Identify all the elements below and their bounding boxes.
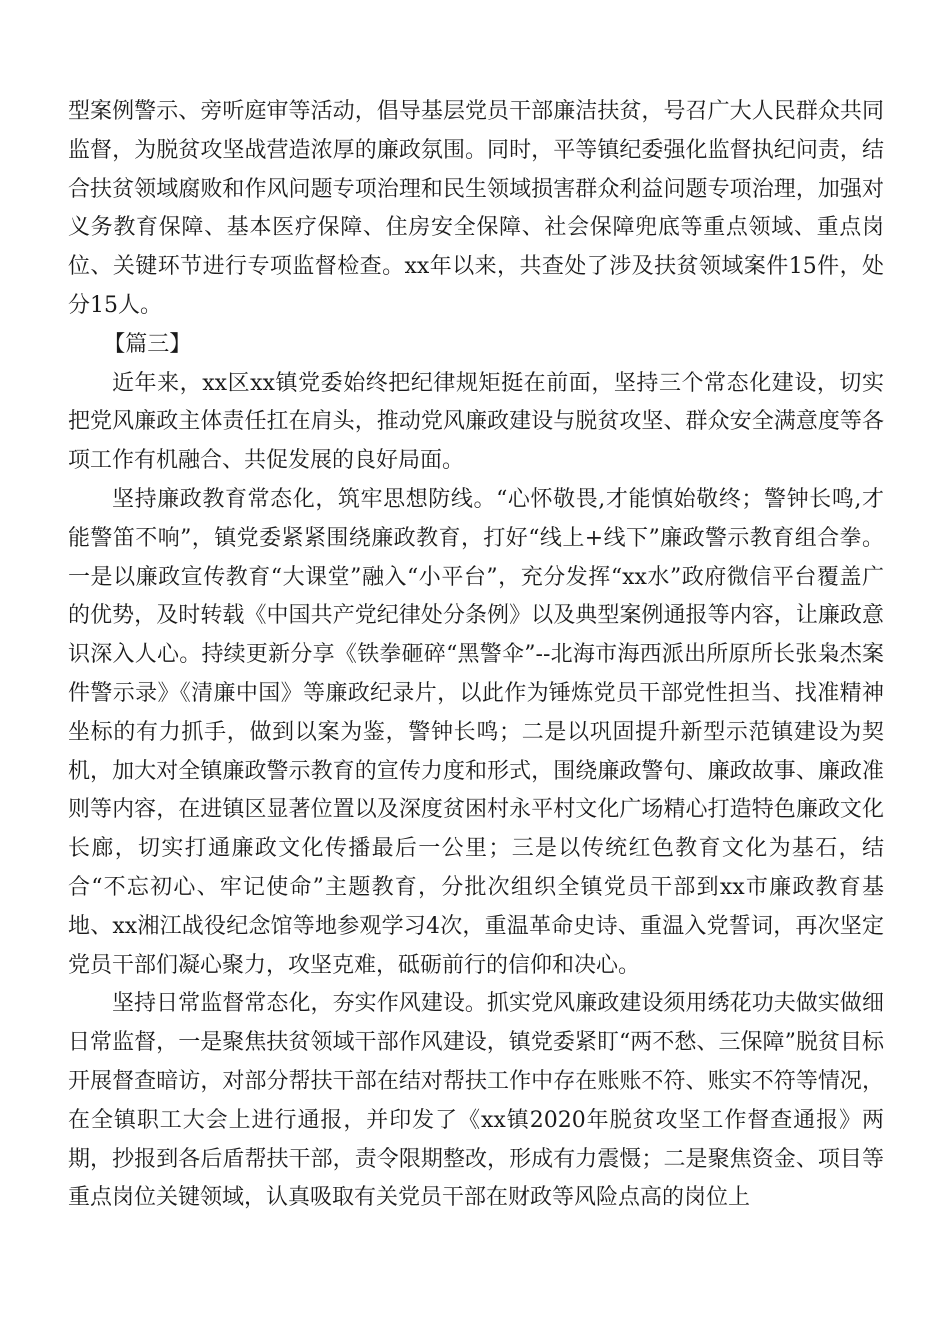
document-body <box>68 93 884 1218</box>
paragraph-supervision: 坚持日常监督常态化，夯实作风建设。抓实党风廉政建设须用绣花功夫做实做细日常监督，一是聚焦扶贫领域干部作风建设，镇党委紧盯“两不愁、三保障”脱贫目标开展督查暗访，对部分帮扶干部在结对帮扶工作中存在账账不符、账实不符等情况，在全镇职工大会上进行通报，并印发了《xx镇2020年脱贫攻坚工作督查通报》两期，抄报到各后盾帮扶干部，责令限期整改，形成有力震慑；二是聚焦资金、项目等重点岗位关键领域，认真吸取有关党员干部在财政等风险点高的岗位上 <box>68 991 884 1211</box>
paragraph-continuation: 型案例警示、旁听庭审等活动，倡导基层党员干部廉洁扶贫，号召广大人民群众共同监督，为脱贫攻坚战营造浓厚的廉政氛围。同时，平等镇纪委强化监督执纪问责，结合扶贫领域腐败和作风问题专项治理和民生领域损害群众利益问题专项治理，加强对义务教育保障、基本医疗保障、住房安全保障、社会保障兜底等重点领域、重点岗位、关键环节进行专项监督检查。xx年以来，共查处了涉及扶贫领域案件15件，处分15人。 <box>68 99 884 318</box>
paragraph-education: 坚持廉政教育常态化，筑牢思想防线。“心怀敬畏,才能慎始敬终；警钟长鸣,才能警笛不响”，镇党委紧紧围绕廉政教育，打好“线上+线下”廉政警示教育组合拳。一是以廉政宣传教育“大课堂”融入“小平台”，充分发挥“xx水”政府微信平台覆盖广的优势，及时转载《中国共产党纪律处分条例》以及典型案例通报等内容，让廉政意识深入人心。持续更新分享《铁拳砸碎“黑警伞”--北海市海西派出所原所长张枭杰案件警示录》《清廉中国》等廉政纪录片，以此作为锤炼党员干部党性担当、找准精神坐标的有力抓手，做到以案为鉴，警钟长鸣；二是以巩固提升新型示范镇建设为契机，加大对全镇廉政警示教育的宣传力度和形式，围绕廉政警句、廉政故事、廉政准则等内容，在进镇区显著位置以及深度贫困村永平村文化广场精心打造特色廉政文化长廊，切实打通廉政文化传播最后一公里；三是以传统红色教育文化为基石，结合“不忘初心、牢记使命”主题教育，分批次组织全镇党员干部到xx市廉政教育基地、xx湘江战役纪念馆等地参观学习4次，重温革命史诗、重温入党誓词，再次坚定党员干部们凝心聚力，攻坚克难，砥砺前行的信仰和决心。 <box>68 486 884 978</box>
paragraph-intro: 近年来，xx区xx镇党委始终把纪律规矩挺在前面，坚持三个常态化建设，切实把党风廉政主体责任扛在肩头，推动党风廉政建设与脱贫攻坚、群众安全满意度等各项工作有机融合、共促发展的良好局面。 <box>68 370 884 474</box>
section-heading: 【篇三】 <box>103 331 192 357</box>
